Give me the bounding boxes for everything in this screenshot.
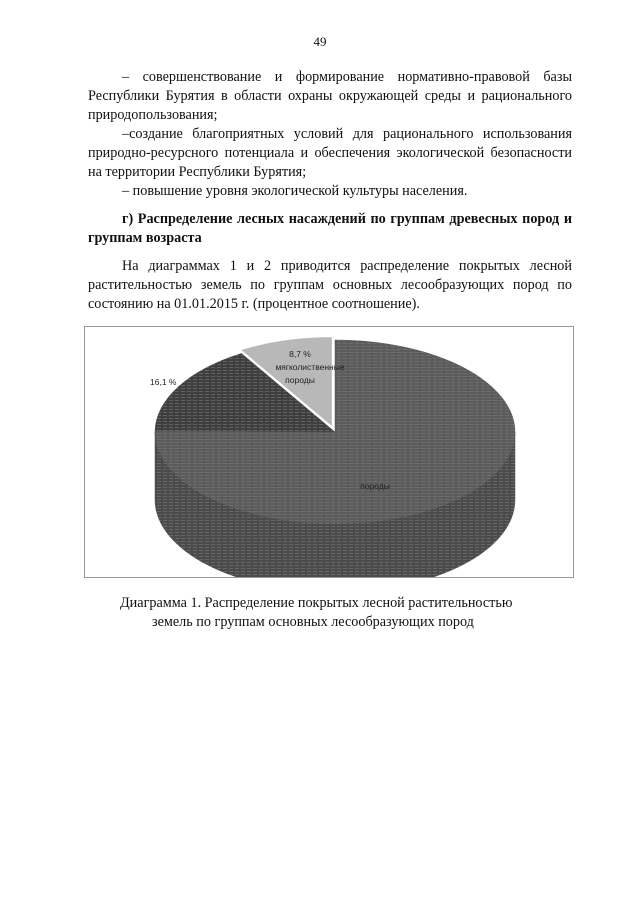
bullet-paragraph-1: – совершенствование и формирование нормативно-правовой базы Республики Бурятия в области охраны окружающей среды и рационального природопользования; — [88, 69, 572, 123]
pie-chart — [84, 326, 574, 578]
slice-value-label-2: 16,1 % — [150, 377, 177, 387]
page-number: 49 — [313, 34, 327, 49]
slice-name-label-3b: породы — [285, 375, 315, 385]
slice-value-label-3: 8,7 % — [289, 349, 311, 359]
bullet-paragraph-2: –создание благоприятных условий для рационального использования природно-ресурсного потенциала и обеспечения экологической безопасности на территории Республики Бурятия; — [88, 126, 572, 180]
intro-paragraph: На диаграммах 1 и 2 приводится распределение покрытых лесной растительностью земель по группам основных лесообразующих пород по состоянию на 01.01.2015 г. (процентное соотношение). — [88, 258, 572, 312]
caption-line-2: земель по группам основных лесообразующих пород — [152, 614, 474, 630]
slice-name-label-3a: мягколиственные — [275, 362, 345, 372]
caption-line-1: Диаграмма 1. Распределение покрытых лесной растительностью — [120, 595, 513, 611]
pie-chart-svg — [85, 327, 573, 577]
section-heading: г) Распределение лесных насаждений по группам древесных пород и группам возраста — [88, 211, 572, 246]
bullet-paragraph-3: – повышение уровня экологической культуры населения. — [122, 183, 468, 199]
chart-caption — [120, 594, 560, 632]
slice-name-label-1: породы — [360, 481, 390, 491]
